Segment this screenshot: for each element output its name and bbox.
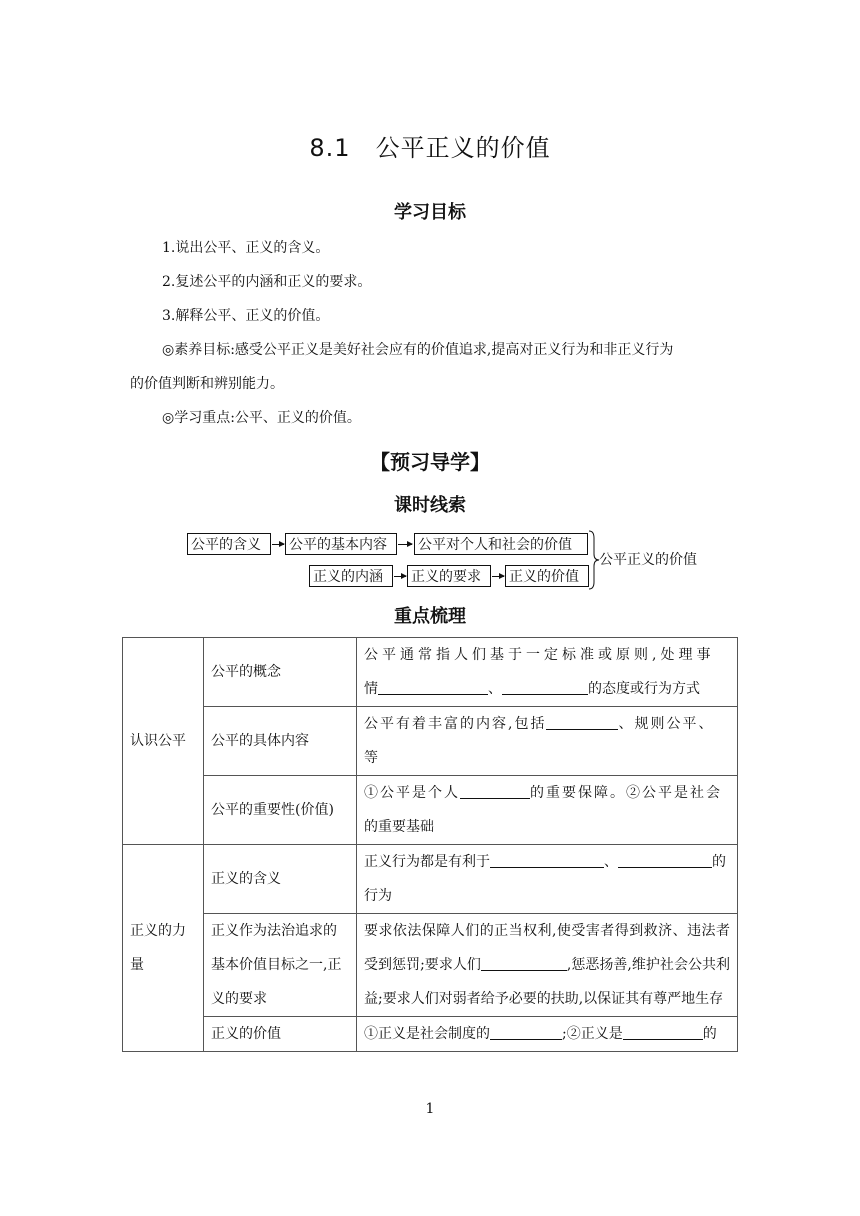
review-heading: 重点梳理 — [394, 606, 466, 627]
fill-blank[interactable] — [378, 678, 488, 695]
table-row — [123, 845, 738, 914]
flow-box-justice-connotation: 正义的内涵 — [309, 565, 393, 587]
clue-heading: 课时线索 — [394, 495, 466, 516]
flow-box-fairness-content: 公平的基本内容 — [285, 533, 397, 555]
flow-box-justice-requirement: 正义的要求 — [407, 565, 491, 587]
page-number: 1 — [425, 1101, 435, 1117]
objective-item-2: 2.复述公平的内涵和正义的要求。 — [162, 274, 372, 290]
row-label: 公平的重要性(价值) — [204, 776, 357, 845]
key-points-table — [122, 637, 738, 1052]
objectives-heading: 学习目标 — [394, 202, 466, 223]
fill-blank[interactable] — [481, 954, 567, 971]
table-row — [123, 914, 738, 1017]
literacy-goal-line2: 的价值判断和辨别能力。 — [130, 376, 284, 392]
fill-blank[interactable] — [490, 851, 604, 868]
fill-blank[interactable] — [623, 1023, 703, 1040]
row-content: ①公平是个人 的重要保障。②公平是社会 的重要基础 — [357, 776, 738, 845]
literacy-goal-line1: ◎素养目标:感受公平正义是美好社会应有的价值追求,提高对正义行为和非正义行为 — [162, 342, 674, 358]
row-label: 公平的具体内容 — [204, 707, 357, 776]
row-label: 正义的价值 — [204, 1017, 357, 1052]
table-row — [123, 707, 738, 776]
flow-box-fairness-value: 公平对个人和社会的价值 — [414, 533, 588, 555]
fill-blank[interactable] — [618, 851, 712, 868]
objective-item-1: 1.说出公平、正义的含义。 — [162, 240, 330, 256]
row-content: ①正义是社会制度的 ;②正义是 的 — [357, 1017, 738, 1052]
flow-arrow-icon — [272, 544, 284, 545]
fill-blank[interactable] — [502, 678, 588, 695]
flow-box-fairness-meaning: 公平的含义 — [187, 533, 271, 555]
fill-blank[interactable] — [490, 1023, 562, 1040]
fill-blank[interactable] — [546, 713, 618, 730]
objective-item-3: 3.解释公平、正义的价值。 — [162, 308, 330, 324]
row-label: 正义作为法治追求的基本价值目标之一,正义的要求 — [204, 914, 357, 1017]
group-label-fairness: 认识公平 — [123, 638, 204, 845]
flow-arrow-icon — [394, 576, 406, 577]
flow-arrow-icon — [398, 544, 412, 545]
key-point: ◎学习重点:公平、正义的价值。 — [162, 410, 361, 426]
row-content: 要求依法保障人们的正当权利,使受害者得到救济、违法者受到惩罚;要求人们 ,惩恶扬善,维护社会公共利益;要求人们对弱者给予必要的扶助,以保证其有尊严地生存 — [357, 914, 738, 1017]
row-content: 公平有着丰富的内容,包括 、规则公平、 等 — [357, 707, 738, 776]
row-content: 公平通常指人们基于一定标准或原则,处理事 情 、 的态度或行为方式 — [357, 638, 738, 707]
fill-blank[interactable] — [460, 782, 530, 799]
flow-arrow-icon — [492, 576, 504, 577]
group-label-justice: 正义的力量 — [123, 845, 204, 1052]
row-label: 公平的概念 — [204, 638, 357, 707]
flow-result: 公平正义的价值 — [599, 552, 697, 568]
row-content: 正义行为都是有利于 、 的 行为 — [357, 845, 738, 914]
table-row — [123, 776, 738, 845]
page-title: 8.1 公平正义的价值 — [309, 134, 551, 162]
flow-box-justice-value: 正义的价值 — [505, 565, 589, 587]
table-row — [123, 638, 738, 707]
row-label: 正义的含义 — [204, 845, 357, 914]
preview-heading: 【预习导学】 — [370, 450, 490, 474]
table-row — [123, 1017, 738, 1052]
